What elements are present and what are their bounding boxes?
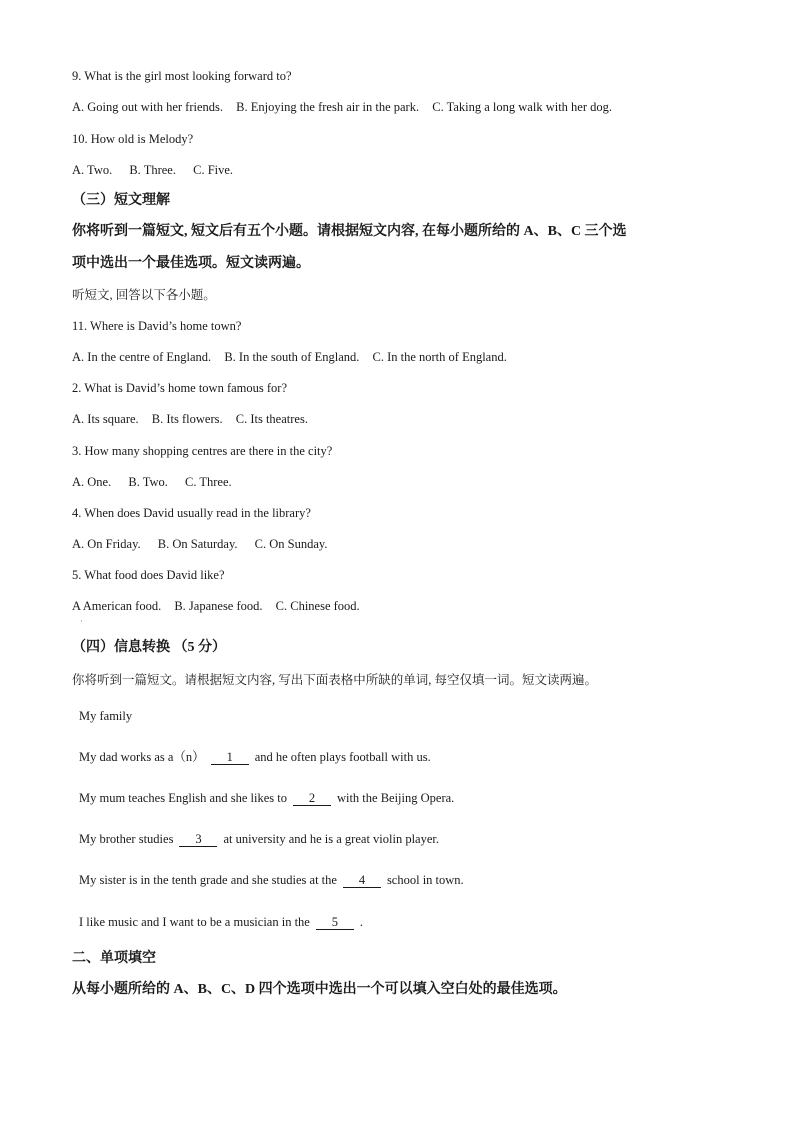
section-3-sub-instruction: 听短文, 回答以下各小题。 [72, 288, 216, 302]
option-c: C. Five. [193, 163, 234, 177]
option-b: B. Enjoying the fresh air in the park. [236, 100, 420, 114]
option-c: C. On Sunday. [254, 537, 328, 551]
row-text-after: . [359, 915, 363, 929]
section-3-instruction-2: 项中选出一个最佳选项。短文读两遍。 [72, 256, 310, 271]
row-text-before: My mum teaches English and she likes to [79, 791, 287, 805]
question-10: 10. How old is Melody? [72, 132, 194, 146]
answer-blank-1[interactable]: 1 [211, 751, 249, 765]
option-a: A. Two. [72, 163, 113, 177]
row-text-after: with the Beijing Opera. [336, 791, 455, 805]
option-c: C. Its theatres. [235, 412, 308, 426]
option-b: B. Japanese food. [174, 599, 263, 613]
question-9: 9. What is the girl most looking forward to? [72, 69, 292, 83]
row-text-before: My dad works as a（n） [79, 750, 205, 764]
answer-blank-3[interactable]: 3 [179, 833, 217, 847]
table-row-1 [79, 749, 431, 765]
answer-blank-2[interactable]: 2 [293, 792, 331, 806]
section-3-heading: （三）短文理解 [72, 193, 170, 208]
option-a: A American food. [72, 599, 162, 613]
question-14-options [72, 536, 337, 552]
option-b: B. On Saturday. [157, 537, 238, 551]
row-text-after: and he often plays football with us. [254, 750, 431, 764]
question-13: 3. How many shopping centres are there in the city? [72, 444, 333, 458]
option-a: A. In the centre of England. [72, 350, 212, 364]
option-a: A. Its square. [72, 412, 139, 426]
answer-blank-5[interactable]: 5 [316, 916, 354, 930]
section-4-instruction: 你将听到一篇短文。请根据短文内容, 写出下面表格中所缺的单词, 每空仅填一词。短文读两遍。 [72, 673, 598, 687]
question-12: 2. What is David’s home town famous for? [72, 381, 288, 395]
section-3-instruction-1: 你将听到一篇短文, 短文后有五个小题。请根据短文内容, 在每小题所给的 A、B、C 三个选 [72, 224, 627, 239]
option-b: B. In the south of England. [224, 350, 360, 364]
row-text-after: at university and he is a great violin player. [223, 832, 440, 846]
question-10-options [72, 162, 243, 178]
answer-blank-4[interactable]: 4 [343, 874, 381, 888]
row-text-after: school in town. [386, 873, 464, 887]
table-title: My family [79, 709, 133, 723]
option-b: B. Three. [129, 163, 176, 177]
option-b: B. Its flowers. [151, 412, 223, 426]
question-11: 11. Where is David’s home town? [72, 319, 242, 333]
part-2-heading: 二、单项填空 [72, 951, 156, 966]
question-15-options [72, 598, 370, 614]
question-9-options [72, 99, 622, 115]
row-text-before: I like music and I want to be a musician in the [79, 915, 310, 929]
option-b: B. Two. [128, 475, 168, 489]
row-text-before: My brother studies [79, 832, 174, 846]
table-row-3 [79, 831, 439, 847]
row-text-before: My sister is in the tenth grade and she studies at the [79, 873, 337, 887]
part-2-instruction: 从每小题所给的 A、B、C、D 四个选项中选出一个可以填入空白处的最佳选项。 [72, 982, 567, 997]
question-13-options [72, 474, 242, 490]
section-4-heading: （四）信息转换 （5 分） [72, 640, 226, 655]
question-11-options [72, 349, 517, 365]
option-c: C. Taking a long walk with her dog. [432, 100, 613, 114]
question-15: 5. What food does David like? [72, 568, 225, 582]
table-row-4 [79, 872, 464, 888]
table-row-5 [79, 914, 363, 930]
option-a: A. Going out with her friends. [72, 100, 224, 114]
question-12-options [72, 411, 318, 427]
option-c: C. Chinese food. [275, 599, 360, 613]
stray-dot-mark: · [80, 617, 83, 626]
option-a: A. One. [72, 475, 112, 489]
option-c: C. Three. [185, 475, 232, 489]
table-row-2 [79, 790, 454, 806]
question-14: 4. When does David usually read in the library? [72, 506, 311, 520]
option-c: C. In the north of England. [372, 350, 507, 364]
option-a: A. On Friday. [72, 537, 141, 551]
